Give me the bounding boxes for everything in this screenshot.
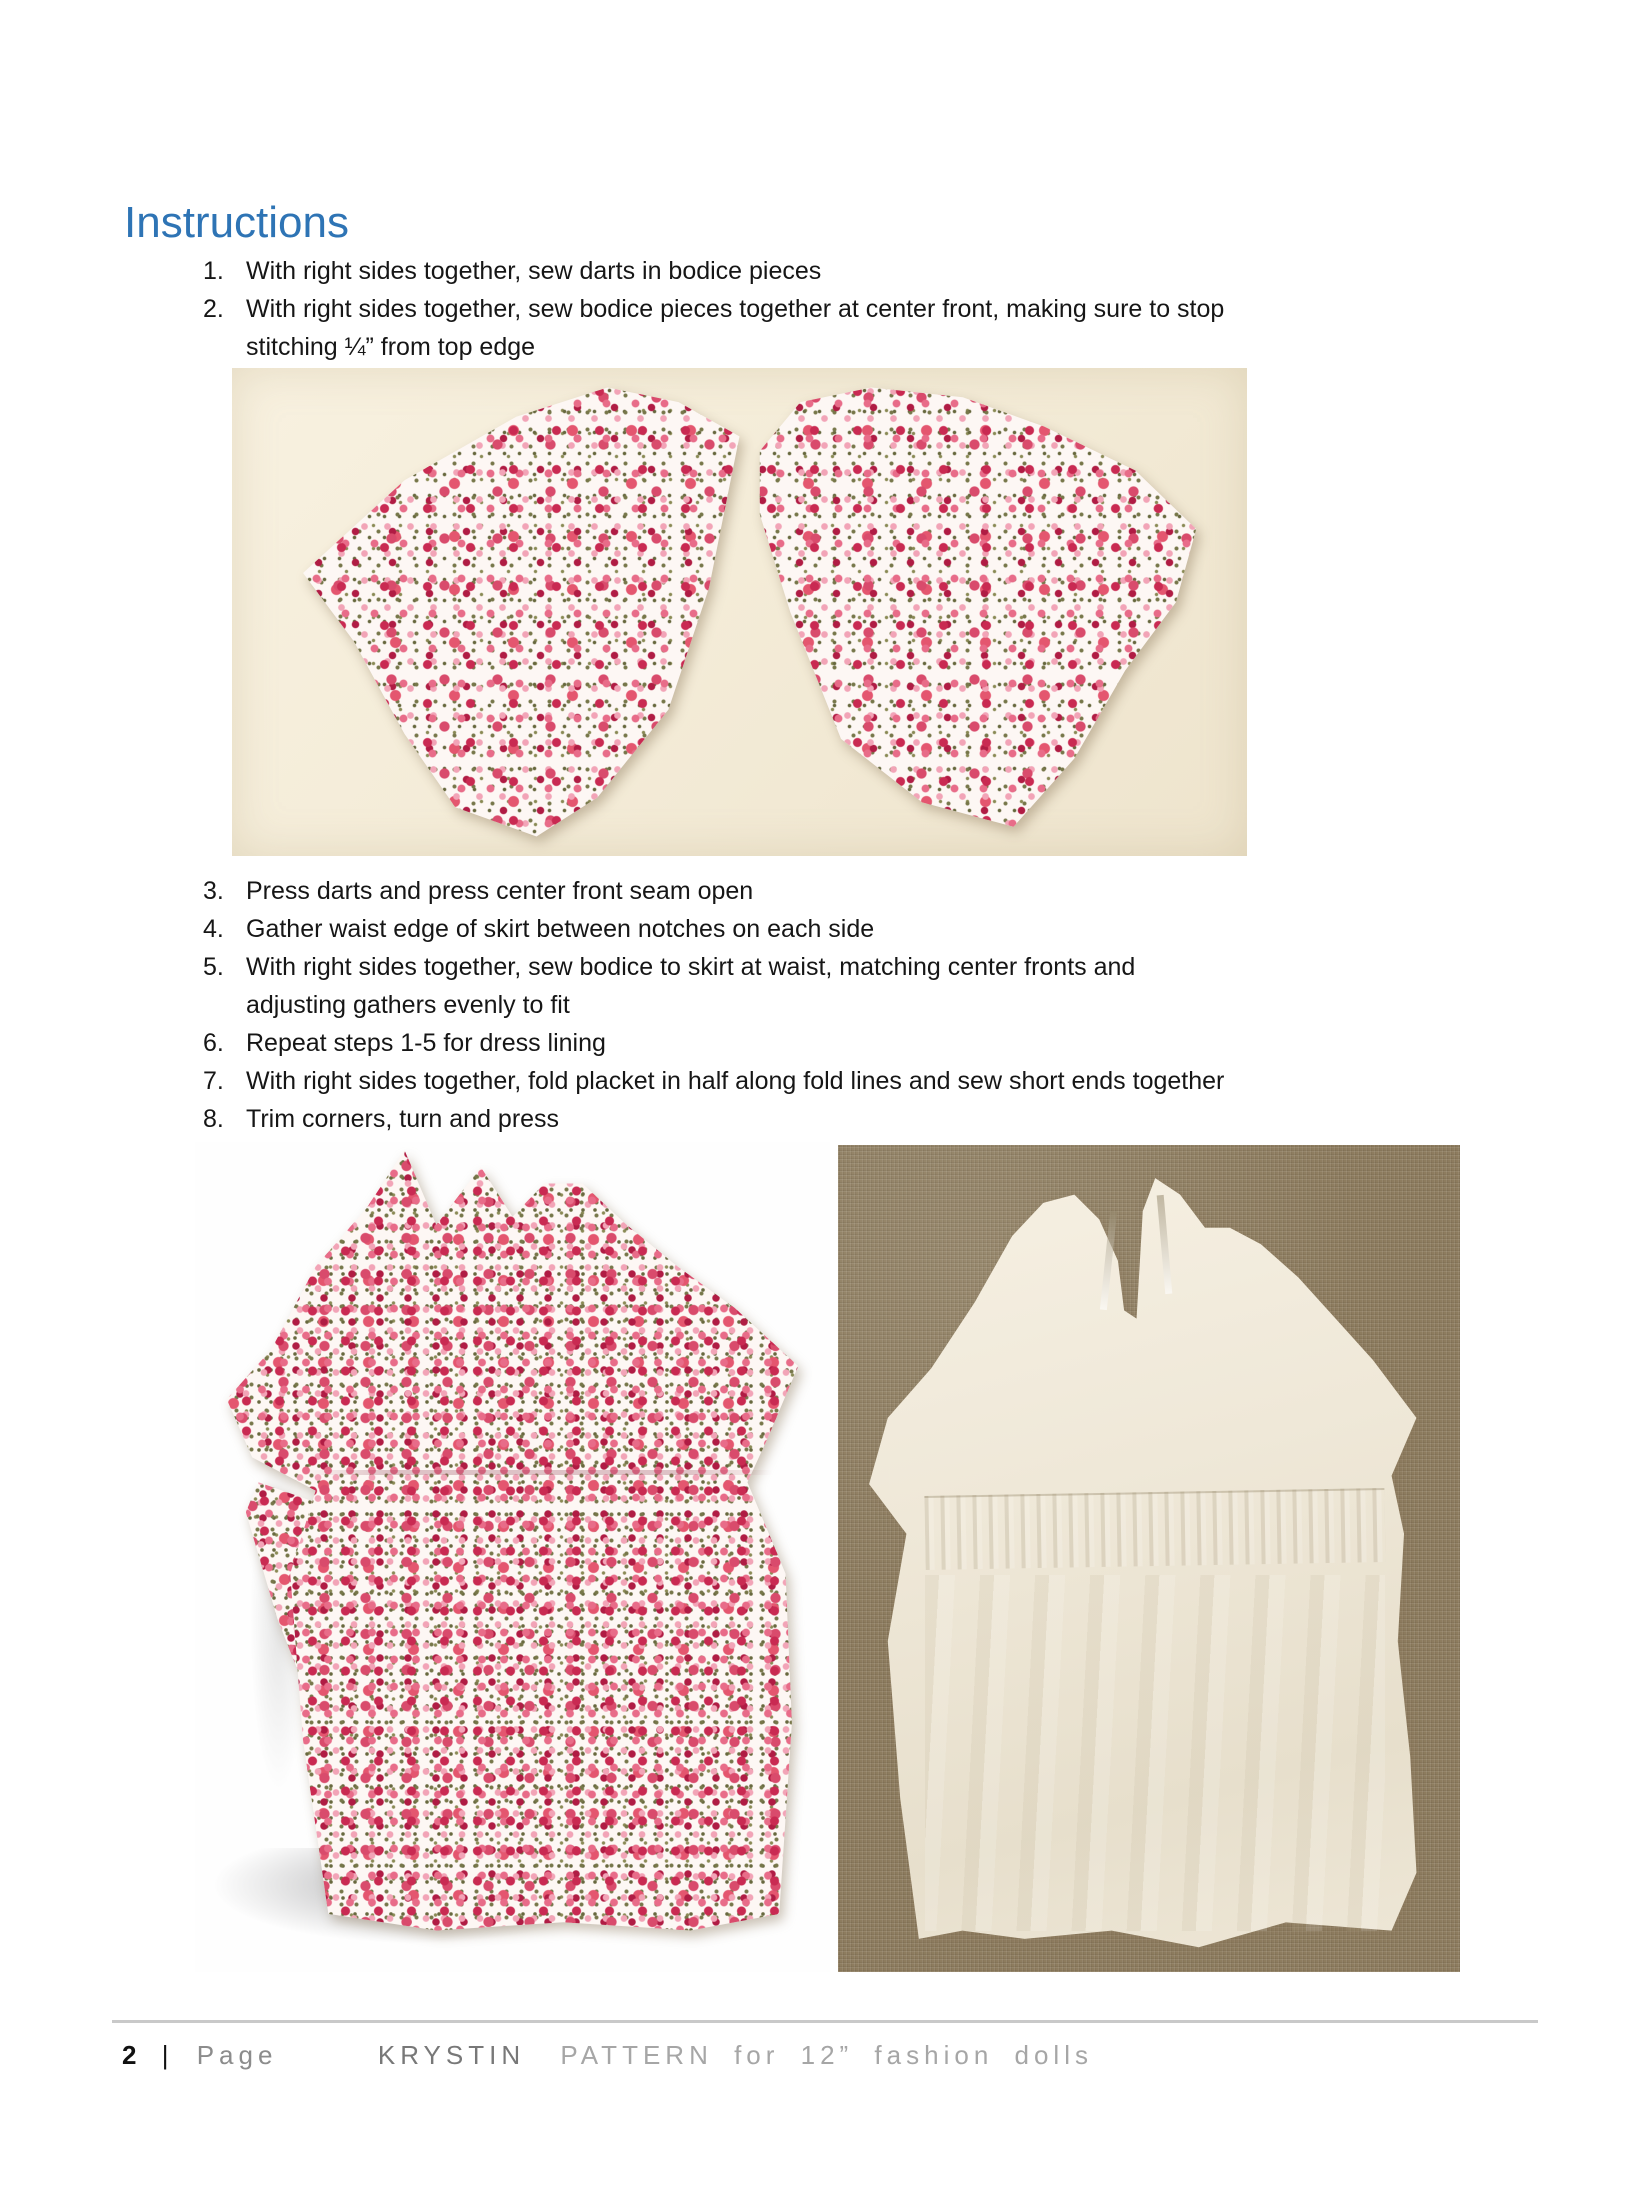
list-item — [0, 1100, 1540, 1138]
footer-doc-title: KRYSTIN — [377, 2040, 526, 2070]
footer-doc-subtitle: PATTERN for 12” fashion dolls — [560, 2040, 1093, 2070]
list-number: 7. — [203, 1067, 224, 1095]
list-item — [0, 1062, 1540, 1100]
page-footer — [122, 2040, 1093, 2071]
list-text: Press darts and press center front seam open — [246, 877, 754, 905]
list-number: 5. — [203, 953, 224, 981]
list-number: 4. — [203, 915, 224, 943]
list-number: 1. — [203, 257, 224, 285]
list-item — [0, 910, 1540, 948]
list-text: With right sides together, sew bodice pieces together at center front, making sure to stop — [246, 295, 1225, 323]
list-text: Trim corners, turn and press — [246, 1105, 560, 1133]
list-item — [0, 872, 1540, 910]
list-text: adjusting gathers evenly to fit — [246, 991, 570, 1019]
lining-gathers — [924, 1488, 1386, 1570]
footer-page-label: Page — [196, 2040, 278, 2070]
list-text: stitching ¼” from top edge — [246, 333, 536, 361]
list-number: 8. — [203, 1105, 224, 1133]
dress-lining-photo — [838, 1145, 1460, 1972]
floral-dress-photo — [195, 1142, 830, 1972]
list-number: 6. — [203, 1029, 224, 1057]
list-number: 2. — [203, 295, 224, 323]
list-item — [0, 290, 1540, 328]
lining-skirt-folds — [925, 1575, 1385, 1931]
list-text: With right sides together, sew darts in bodice pieces — [246, 257, 822, 285]
footer-separator: | — [161, 2040, 174, 2070]
list-text: With right sides together, fold placket in half along fold lines and sew short ends together — [246, 1067, 1225, 1095]
list-text: With right sides together, sew bodice to skirt at waist, matching center fronts and — [246, 953, 1136, 981]
fabric-shadow — [232, 368, 1247, 856]
bodice-pieces-photo — [232, 368, 1247, 856]
list-item-continuation — [0, 328, 1540, 366]
page-title: Instructions — [124, 198, 349, 247]
list-item — [0, 948, 1540, 986]
list-item — [0, 252, 1540, 290]
footer-divider — [112, 2020, 1538, 2023]
fabric-shadow — [195, 1142, 830, 1972]
list-item — [0, 1024, 1540, 1062]
list-text: Repeat steps 1-5 for dress lining — [246, 1029, 606, 1057]
list-item-continuation — [0, 986, 1540, 1024]
list-text: Gather waist edge of skirt between notches on each side — [246, 915, 875, 943]
footer-page-number: 2 — [122, 2040, 139, 2070]
list-number: 3. — [203, 877, 224, 905]
dress-waist-seam — [303, 1470, 773, 1475]
